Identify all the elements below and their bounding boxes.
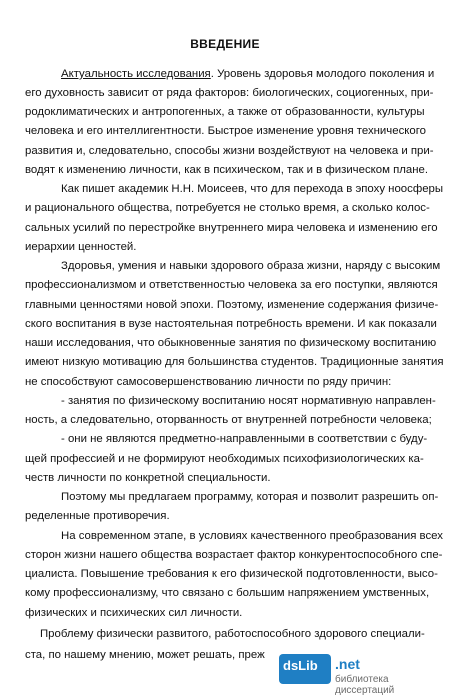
text-line: ского воспитания в вузе настоятельная потребность времени. И как показали [25, 318, 437, 330]
text-line: главными ценностями новой эпохи. Поэтому, изменение содержания физиче- [25, 299, 439, 311]
text-line: развития и, следовательно, способы жизни воздействуют на человека и при- [25, 145, 434, 157]
text-line: ста, по нашему мнению, может решать, преж [25, 649, 265, 661]
text-line: и рационального общества, потребуется не столько время, а сколько колос- [25, 202, 430, 214]
text-line [61, 67, 434, 81]
text-line: не способствуют самосовершенствованию личности по ряду причин: [25, 376, 392, 388]
watermark-badge [279, 654, 331, 684]
section-label: Актуальность исследования [61, 68, 211, 80]
text-line: Как пишет академик Н.Н. Моисеев, что для перехода в эпоху ноосферы [61, 183, 444, 195]
page-title: ВВЕДЕНИЕ [190, 37, 260, 51]
text-line: ределенные противоречия. [25, 510, 170, 522]
text-line: честв личности по конкретной специальности. [25, 472, 271, 484]
text-line: человека и его интеллигентности. Быстрое изменение уровня технического [25, 125, 426, 137]
text-line: профессионализмом и ответственностью человека за его поступки, являются [25, 279, 438, 291]
text-line: Здоровья, умения и навыки здорового образа жизни, наряду с высоким [61, 260, 441, 272]
text-line: имеют низкую мотивацию для большинства студентов. Традиционные занятия [25, 356, 444, 368]
watermark-subtitle: библиотека диссертаций [335, 674, 395, 696]
text-line: иерархии ценностей. [25, 241, 137, 253]
text-line: Проблему физически развитого, работоспособного здорового специали- [40, 628, 425, 640]
text-line: наши исследования, что обыкновенные занятия по физическому воспитанию [25, 337, 437, 349]
text-line-tail: . Уровень здоровья молодого поколения и [210, 68, 435, 80]
text-line: Поэтому мы предлагаем программу, которая и позволит разрешить оп- [61, 491, 439, 503]
text-line: ность, а следовательно, оторванность от внутренней потребности человека; [25, 414, 432, 426]
text-line: - занятия по физическому воспитанию носят нормативную направлен- [61, 395, 436, 407]
watermark-brand: dsLib [283, 658, 318, 673]
text-line: На современном этапе, в условиях качественного преобразования всех [61, 530, 443, 542]
text-line: его духовность зависит от ряда факторов: биологических, социогенных, при- [25, 87, 434, 99]
text-line: кому профессионализму, что связано с большим напряжением умственных, [25, 587, 430, 599]
watermark-domain: .net [335, 656, 360, 672]
text-line: сальных усилий по перестройке внутреннего мира человека и изменению его [25, 222, 438, 234]
text-line: физических и психических сил личности. [25, 607, 243, 619]
watermark-logo [279, 652, 449, 696]
text-line: щей профессией и не формируют необходимых психофизиологических ка- [25, 453, 424, 465]
text-line: - они не являются предметно-направленными в соответствии с буду- [61, 433, 428, 445]
text-line: родоклиматических и антропогенных, а также от образованности, культуры [25, 106, 425, 118]
text-line: водят к изменению личности, как в психическом, так и в физическом плане. [25, 164, 429, 176]
text-line: циалиста. Повышение требования к его физической подготовленности, высо- [25, 568, 438, 580]
text-line: сторон жизни нашего общества возрастает фактор конкурентоспособного спе- [25, 549, 443, 561]
